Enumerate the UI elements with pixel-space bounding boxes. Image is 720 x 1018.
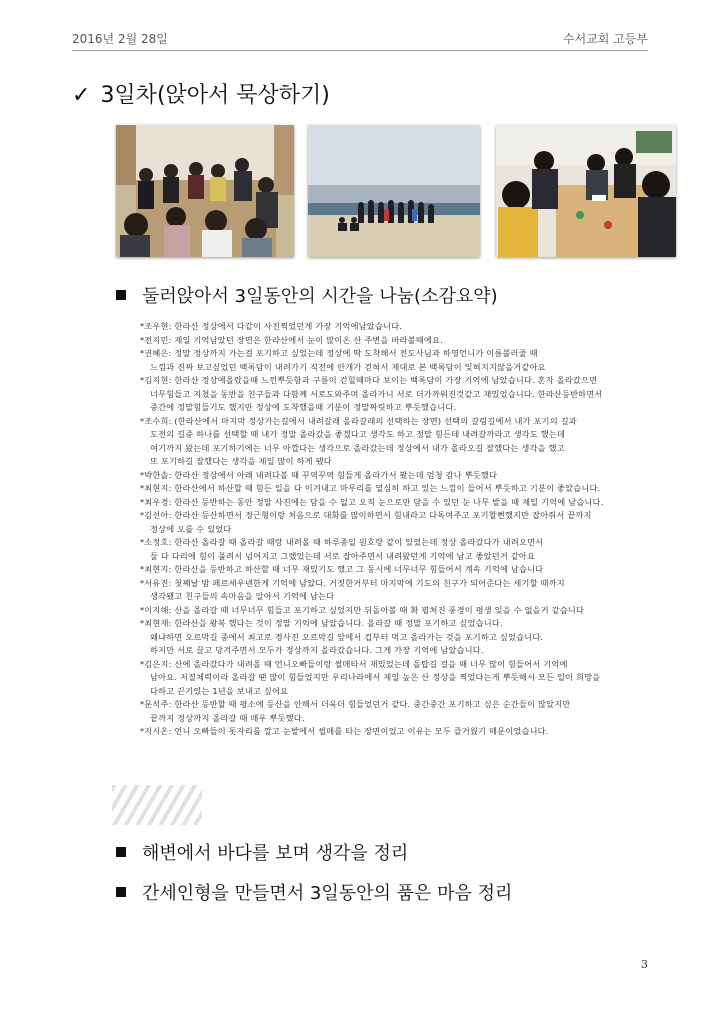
header-organization: 수서교회 고등부 xyxy=(563,32,648,46)
note-line: *박한솔: 한라산 정상에서 아래 내려다볼 때 꾸역꾸역 힘들게 올라가서 봤는데 엄청 감나 뿌듯했다 xyxy=(140,469,498,480)
heading-sharing xyxy=(116,282,498,308)
note-line: 왜냐하면 오르막길 중에서 최고로 경사진 오르막길 앞에서 겁부터 먹고 올라가는 것을 포기하고 싶었습니다. xyxy=(150,631,544,642)
group-sitting-circle-photo xyxy=(116,125,294,257)
note-line: 느낌과 진짜 보고싶었던 백록담이 내려가기 직전에 안개가 걷혀서 제대로 본 백록담이 잊혀지지않을거같아요 xyxy=(150,361,546,372)
heading-craft-text: 간세인형을 만들면서 3일동안의 품은 마음 정리 xyxy=(142,883,513,904)
note-line: *조수희: (한라산에서 마지막 정상가는길에서 내려갈래 올라갈래의 선택하는 장면) 선택의 갈림길에서 내가 포기의 길과 xyxy=(140,415,577,426)
note-line: 여기까지 왔는데 포기하기에는 너무 아깝다는 생각으로 올라갔는데 정상에서 내가 올라오길 잘했다는 생각을 했고 xyxy=(150,442,565,453)
note-line: *조우현: 한라산 정상에서 다같이 사진찍었던게 가장 기억에남았습니다. xyxy=(140,321,403,331)
note-line: 너무힘들고 지쳤을 동반을 친구들과 다함께 서로도와주며 올라가니 서로 더가까워진것같고 재밌었습니다. 한라산등반하면서 xyxy=(150,388,603,399)
note-line: *최우경: 한라산 등반하는 동안 정말 사진에는 담을 수 없고 오직 눈으로만 담을 수 있던 눈 나무 밭을 때 제일 기억에 남습니다. xyxy=(140,496,604,507)
note-line: 도전의 길중 하나를 선택할 때 내가 정말 올라갔을 좋겠다고 생각도 하고 정말 힘든데 내려갈까라고 생각도 했는데 xyxy=(150,429,566,439)
note-line: *권혜은: 정말 정상까지 가는걸 포기하고 싶었는데 정상에 딱 도착해서 전도사님과 하영언니가 이름불러줄 때 xyxy=(140,348,538,358)
note-line: *서유진: 첫째날 밤 페르세우넨한게 기억에 남았다. 거짓한거부터 마지막에 기도의 친구가 되어준다는 세기할 때까지 xyxy=(140,577,565,588)
square-bullet-icon xyxy=(116,887,126,897)
note-line: 또 포기하길 잘했다는 생각을 제일 많이 하게 됐다 xyxy=(150,456,332,466)
heading-beach xyxy=(116,839,408,865)
note-line: *김은지: 산에 올라갔다가 내려올 때 언니오빠들이랑 썰매타서 재밌었는데 돌탑길 걸을 때 너무 많이 힘들어서 기억에 xyxy=(140,658,568,669)
note-line: *최현재: 한라산을 왕복 했다는 것이 정말 기억에 남았습니다. 올라갈 때 정말 포기하고 싶었습니다. xyxy=(140,618,503,628)
handwritten-notes xyxy=(140,320,640,820)
note-line: 끝까지 정상까지 올라갈 때 매우 뿌듯했다. xyxy=(150,712,305,723)
note-line: *이지해: 산을 올라갈 때 너무너무 힘들고 포기하고 싶었지만 뒤돌아볼 때 확 펼쳐진 풍경이 평생 잊을 수 없을거 같습니다 xyxy=(140,604,585,615)
note-line: 다하고 끈기있는 1년을 보내고 싶어요 xyxy=(150,685,289,696)
heading-sharing-text: 둘러앉아서 3일동안의 시간을 나눔(소감요약) xyxy=(142,286,498,307)
note-line: 남아요. 저질체력이라 올라갈 땐 많이 힘들었지만 우리나라에서 제일 높은 산 정상을 찍었다는게 뿌듯해서 모든 일이 희망을 xyxy=(150,672,601,682)
note-line: 둘 다 다리에 힘이 풀려서 넘어지고 그랬었는데 서로 잡아주면서 내려왔던게 기억에 남고 좋았던거 같아요 xyxy=(150,550,536,561)
note-line: *최현지: 한라산을 등반하고 하산할 때 너무 재밌기도 했고 그 동시에 너무너무 힘들어서 계속 기억에 남습니다 xyxy=(140,564,544,574)
heading-craft xyxy=(116,879,512,905)
note-line: *문석주: 한라산 등반할 때 평소에 등산을 안해서 더욱더 힘들었던거 같다. 중간중간 포기하고 싶은 순간들이 많았지만 xyxy=(140,699,571,709)
note-line: 생각됐고 친구들의 속마음을 알아서 기억에 남는다 xyxy=(150,591,335,601)
beach-group-photo xyxy=(308,125,480,257)
note-line: 정상에 오를 수 있었다 xyxy=(150,523,232,534)
heading-beach-text: 해변에서 바다를 보며 생각을 정리 xyxy=(142,843,409,864)
watermark xyxy=(112,785,202,825)
group-crafting-table-photo xyxy=(496,125,676,257)
note-line: *김지현: 한라산 정상에올랐을때 느낀뿌듯함과 구름이 걷힐때마다 보이는 백록담이 가장 기억에 남았습니다. 혼자 올라갔으면 xyxy=(140,375,598,385)
section-title xyxy=(72,78,330,109)
square-bullet-icon xyxy=(116,847,126,857)
header-date: 2016년 2월 28일 xyxy=(72,32,168,46)
section-title-text: 3일차(앉아서 묵상하기) xyxy=(100,83,330,108)
note-line: 하지만 서로 끌고 당겨주면서 모두가 정상까지 올라갔습니다. 그게 가장 기억에 남았습니다. xyxy=(150,645,484,655)
note-line: 중간에 정말힘들기도 했지만 정상에 도착했을때 기분이 정말짜릿하고 뿌듯했습니다. xyxy=(150,402,457,412)
note-line: *전지민: 제일 기억남았던 장면은 한라산에서 눈이 많이온 산 주변을 바라볼때에요. xyxy=(140,334,443,345)
checkmark-icon: ✓ xyxy=(72,83,91,108)
square-bullet-icon xyxy=(116,290,126,300)
page-number: 3 xyxy=(641,958,648,971)
header-divider xyxy=(72,50,648,51)
note-line: *지시온: 언니 오빠들이 돗자리를 깔고 눈밭에서 썰매를 타는 장면이었고 이유는 모두 즐거웠기 때문이었습니다. xyxy=(140,726,549,736)
note-line: *김선아: 한라산 등산하면서 정근형이랑 처음으로 대화를 많이하면서 힘내라고 다독여주고 포기할뻔했지만 잡아줘서 끝까지 xyxy=(140,510,592,520)
note-line: *소정호: 한라산 올라갈 때 올라갈 때랑 내려올 때 하루종일 원호랑 같이 있었는데 정상 올라갔다가 내려오면서 xyxy=(140,537,544,547)
note-line: *최현지: 한라산에서 하산할 때 힘든 일을 다 이겨내고 마무리를 열심히 하고 있는 느낌이 들어서 뿌듯하고 기분이 좋았습니다. xyxy=(140,483,601,493)
photo-strip xyxy=(116,125,646,257)
